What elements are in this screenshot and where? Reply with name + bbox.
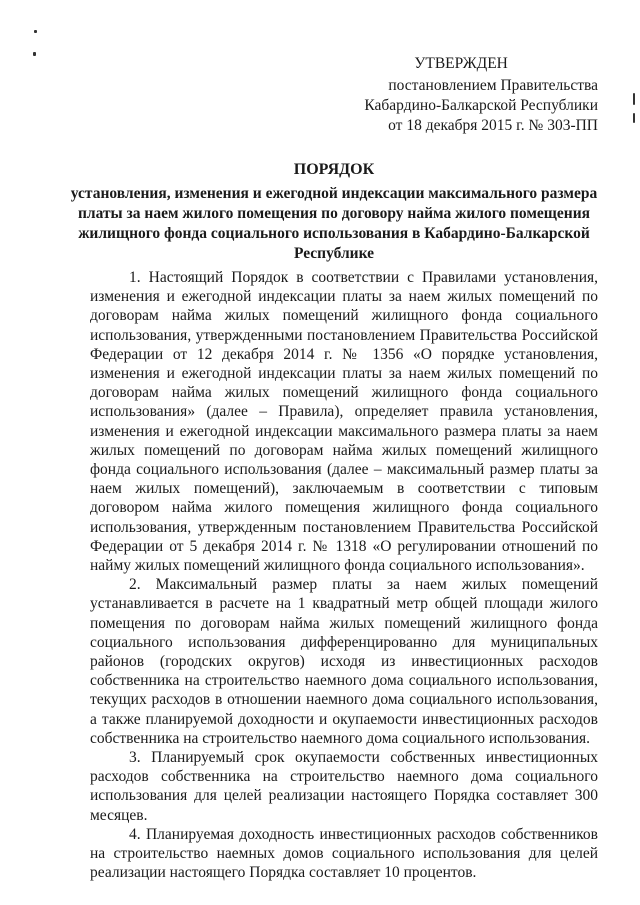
paragraph-4: 4. Планируемая доходность инвестиционных расходов собственников на строительство наемных домов социального использования для целей реализации настоящего Порядка составляет 10 процентов.: [90, 825, 598, 882]
paragraph-1: 1. Настоящий Порядок в соответствии с Правилами установления, изменения и ежегодной индексации платы за наем жилых помещений по договорам найма жилых помещений жилищного фонда социального использования, утвержденными постановлением Правительства Российской Федерации от 12 декабря 2014 г. № 1356 «О порядке установления, изменения и ежегодной индексации платы за наем жилых помещений по договорам найма жилых помещений жилищного фонда социального использования» (далее – Правила), определяет правила установления, изменения и ежегодной индексации максимального размера платы за наем жилых помещений по договорам найма жилых помещений жилищного фонда социального использования (далее – максимальный размер платы за наем жилых помещений), заключаемым в соответствии с типовым договором найма жилого помещения жилищного фонда социального использования, утвержденным постановлением Правительства Российской Федерации от 5 декабря 2014 г. № 1318 «О регулировании отношений по найму жилых помещений жилищного фонда социального использования».: [90, 269, 598, 575]
document-title: [70, 160, 598, 264]
approval-line-3: от 18 декабря 2015 г. № 303-ПП: [388, 117, 598, 134]
scan-mark-right-1: [633, 93, 635, 105]
approval-line-1: постановлением Правительства: [388, 77, 598, 94]
title-subtitle: установления, изменения и ежегодной индексации максимального размера платы за наем жилого помещения по договору найма жилого помещения жилищного фонда социального использования в Кабардино-Балкарской Республике: [70, 185, 598, 262]
title-main: ПОРЯДОК: [293, 161, 375, 178]
paragraph-3: 3. Планируемый срок окупаемости собственных инвестиционных расходов собственника на строительство наемного дома социального использования для целей реализации настоящего Порядка составляет 300 месяцев.: [90, 749, 598, 824]
document-body: [90, 268, 598, 883]
scan-mark-right-2: [633, 113, 635, 123]
paragraph-2: 2. Максимальный размер платы за наем жилых помещений устанавливается в расчете на 1 квадратный метр общей площади жилого помещения по договорам найма жилых помещений жилищного фонда социального использования дифференцированно для муниципальных районов (городских округов) исходя из инвестиционных расходов собственника на строительство наемного дома социального использования, текущих расходов в отношении наемного дома социального использования, а также планируемой доходности и окупаемости инвестиционных расходов собственника на строительство наемного дома социального использования.: [90, 576, 598, 747]
approval-stamp: [364, 54, 598, 136]
scan-mark-top-left: [34, 30, 37, 33]
approval-heading: УТВЕРЖДЕН: [414, 55, 508, 72]
approval-line-2: Кабардино-Балкарской Республики: [364, 97, 598, 114]
scan-mark-left: [33, 52, 36, 56]
